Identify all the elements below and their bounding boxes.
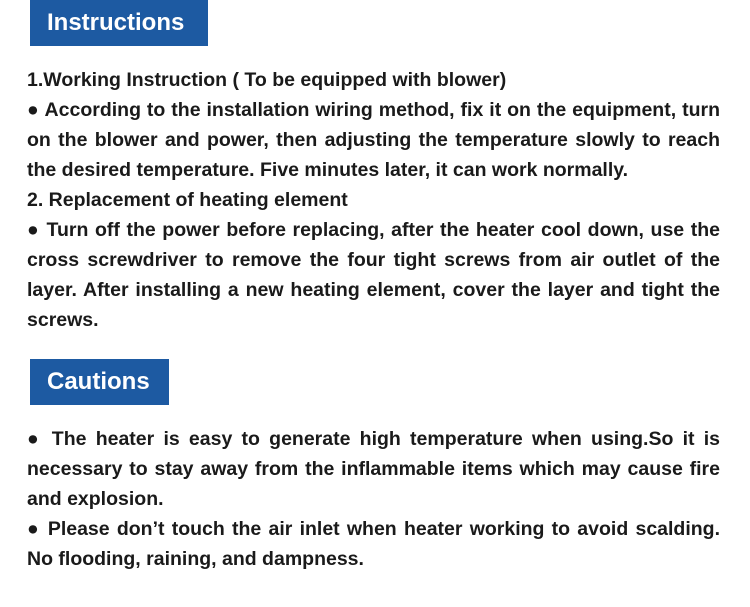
cautions-section (27, 424, 720, 574)
cautions-header: Cautions (30, 359, 169, 405)
caution-air-inlet-text: ● Please don’t touch the air inlet when heater working to avoid scalding. No flooding, raining, and dampness. (27, 518, 720, 570)
instructions-section (27, 65, 720, 335)
working-instruction-text: ● According to the installation wiring method, fix it on the equipment, turn on the blower and power, then adjusting the temperature slowly to reach the desired temperature. Five minutes later, it can work normally. (27, 99, 720, 181)
instructions-header: Instructions (30, 0, 208, 46)
caution-high-temperature-text: ● The heater is easy to generate high temperature when using.So it is necessary to stay away from the inflammable items which may cause fire and explosion. (27, 428, 720, 510)
replacement-heading: 2. Replacement of heating element (27, 189, 348, 211)
replacement-text: ● Turn off the power before replacing, after the heater cool down, use the cross screwdriver to remove the four tight screws from air outlet of the layer. After installing a new heating element, cover the layer and tight the screws. (27, 219, 720, 331)
working-instruction-heading: 1.Working Instruction ( To be equipped with blower) (27, 69, 507, 91)
